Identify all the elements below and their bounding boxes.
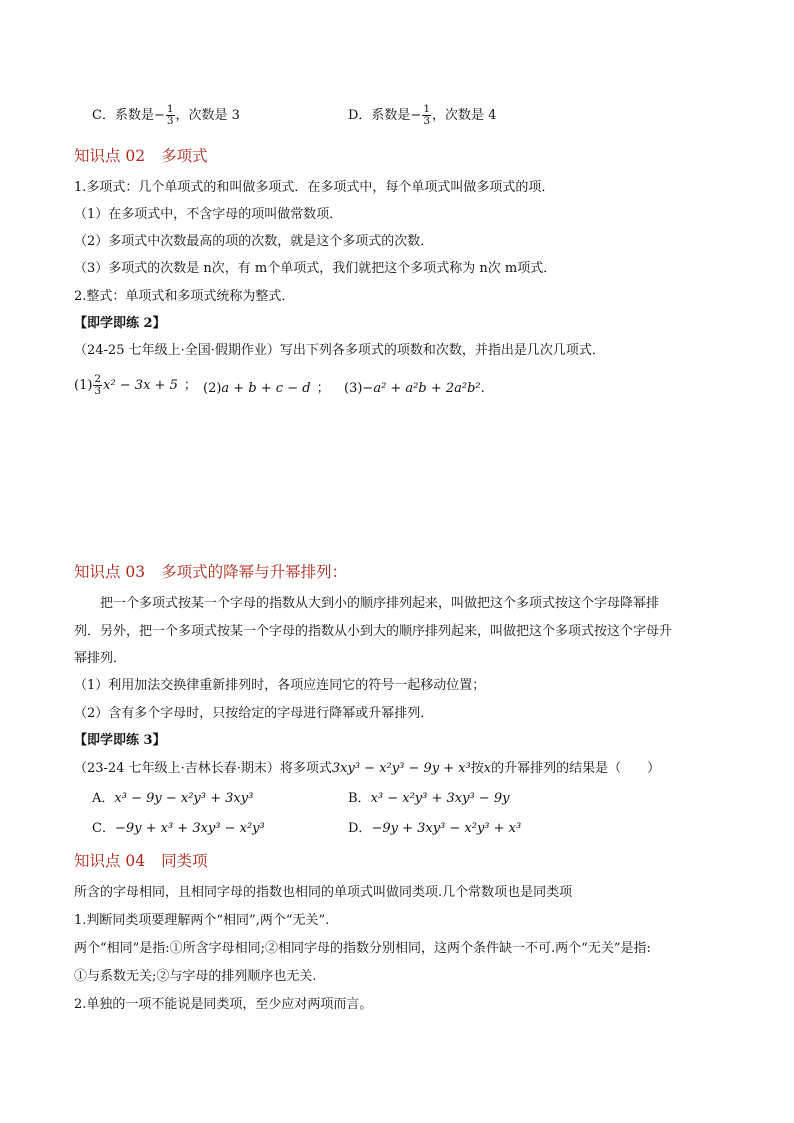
section-03-heading (74, 562, 347, 582)
exercise-1-fraction (93, 374, 102, 397)
section-04-title: 同类项 (161, 852, 208, 870)
exercise-2-expression: a + b + c − d (221, 381, 311, 396)
exercise-1-expression: x² − 3x + 5 (103, 378, 178, 393)
choice-a (92, 790, 253, 808)
option-d-numerator: 1 (423, 103, 431, 115)
practice-3-question-suffix: 的升幂排列的结果是（ ） (491, 761, 661, 776)
like-terms-explanation-line-2: ①与系数无关;②与字母的排列顺序也无关. (74, 969, 317, 984)
exercise-3-end: . (480, 381, 485, 396)
choice-d (348, 820, 521, 838)
section-02-code: 知识点 02 (74, 147, 146, 165)
option-c (92, 104, 240, 127)
exercise-3-expression: −a² + a²b + 2a²b² (362, 381, 481, 396)
option-d-sign: − (410, 108, 422, 123)
option-d-fraction (422, 104, 431, 127)
option-c-sign: − (153, 108, 165, 123)
option-c-numerator: 1 (166, 103, 174, 115)
choice-c-label: C． (92, 821, 115, 836)
choice-c (92, 820, 265, 838)
option-d-label: D．系数是 (348, 108, 411, 123)
ordering-paragraph-line-2: 列．另外，把一个多项式按某一个字母的指数从小到大的顺序排列起来，叫做把这个多项式按这个字母升 (74, 624, 673, 639)
choice-c-expression: −9y + x³ + 3xy³ − x²y³ (114, 821, 265, 836)
integral-expression-definition: 2.整式：单项式和多项式统称为整式． (74, 289, 295, 304)
option-d (348, 104, 496, 127)
exercise-1 (74, 374, 197, 397)
exercise-1-separator: ； (183, 378, 197, 393)
point-1-constant-term: （1）在多项式中，不含字母的项叫做常数项． (74, 207, 343, 222)
option-d-tail: ，次数是 4 (432, 108, 497, 123)
option-c-fraction (166, 104, 175, 127)
exercise-1-label: (1) (74, 378, 93, 393)
practice-3-question (74, 760, 660, 778)
option-c-denominator: 3 (166, 115, 174, 127)
exercise-2-separator: ； (316, 381, 330, 396)
section-03-title: 多项式的降幂与升幂排列： (161, 563, 348, 581)
like-terms-point-1: 1.判断同类项要理解两个“相同”,两个“无关”. (74, 913, 330, 928)
choice-b-label: B． (348, 791, 371, 806)
choice-a-label: A． (92, 791, 115, 806)
choice-b (348, 790, 509, 808)
section-02-heading (74, 146, 208, 166)
section-03-code: 知识点 03 (74, 563, 146, 581)
like-terms-explanation-line-1: 两个“相同”是指:①所含字母相同;②相同字母的指数分别相同，这两个条件缺一不可.两个“无关”是指: (74, 941, 651, 956)
practice-2-question: （24-25 七年级上·全国·假期作业）写出下列各多项式的项数和次数，并指出是几次几项式． (74, 343, 605, 358)
exercise-3-label: (3) (344, 381, 363, 396)
option-c-label: C．系数是 (92, 108, 154, 123)
polynomial-definition: 1.多项式：几个单项式的和叫做多项式．在多项式中，每个单项式叫做多项式的项． (74, 180, 555, 195)
choice-b-expression: x³ − x²y³ + 3xy³ − 9y (370, 791, 510, 806)
ordering-paragraph-line-1: 把一个多项式按某一个字母的指数从大到小的顺序排列起来，叫做把这个多项式按这个字母降幂排 (100, 596, 660, 611)
option-d-denominator: 3 (423, 115, 431, 127)
practice-3-question-mid: 按 (470, 761, 484, 776)
option-c-tail: ，次数是 3 (175, 108, 240, 123)
point-2-degree: （2）多项式中次数最高的项的次数，就是这个多项式的次数． (74, 234, 434, 249)
practice-3-question-expression: 3xy³ − x²y³ − 9y + x³ (331, 761, 471, 776)
section-04-code: 知识点 04 (74, 852, 146, 870)
ordering-paragraph-line-3: 幂排列． (74, 651, 127, 666)
like-terms-point-2: 2.单独的一项不能说是同类项，至少应对两项而言。 (74, 997, 373, 1012)
choice-a-expression: x³ − 9y − x²y³ + 3xy³ (114, 791, 254, 806)
choice-d-expression: −9y + 3xy³ − x²y³ + x³ (371, 821, 522, 836)
choice-d-label: D． (348, 821, 372, 836)
section-04-heading (74, 851, 208, 871)
practice-3-question-variable: x (483, 761, 492, 776)
like-terms-definition: 所含的字母相同，且相同字母的指数也相同的单项式叫做同类项.几个常数项也是同类项 (74, 885, 573, 900)
exercise-1-numerator: 2 (94, 373, 102, 385)
exercise-1-denominator: 3 (94, 385, 102, 397)
practice-3-question-prefix: （23-24 七年级上·吉林长春·期末）将多项式 (74, 761, 332, 776)
practice-3-label: 【即学即练 3】 (74, 733, 166, 748)
exercise-2 (203, 380, 330, 398)
section-02-title: 多项式 (161, 147, 208, 165)
practice-2-label: 【即学即练 2】 (74, 316, 166, 331)
exercise-3 (344, 380, 485, 398)
ordering-point-2: （2）含有多个字母时，只按给定的字母进行降幂或升幂排列． (74, 706, 434, 721)
point-3-naming: （3）多项式的次数是 n次，有 m个单项式，我们就把这个多项式称为 n次 m项式． (74, 261, 557, 276)
ordering-point-1: （1）利用加法交换律重新排列时，各项应连同它的符号一起移动位置； (74, 678, 486, 693)
exercise-2-label: (2) (203, 381, 222, 396)
